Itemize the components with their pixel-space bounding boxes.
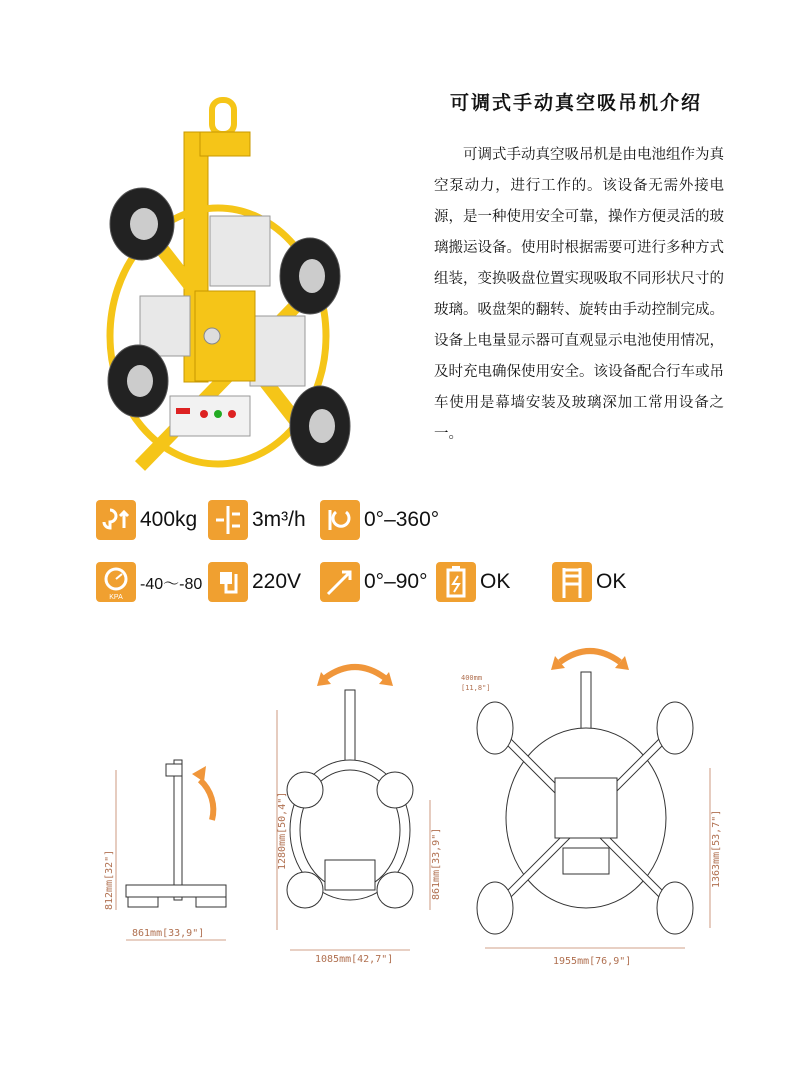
- front-view-drawing: [265, 650, 445, 970]
- rotation-icon: [320, 500, 360, 540]
- spec-load-capacity: [96, 500, 197, 540]
- side-view-drawing: [96, 740, 246, 960]
- gauge-unit-label: KPA: [109, 594, 123, 601]
- spec-value: OK: [480, 570, 511, 593]
- expanded-top-note-1: 400mm: [461, 674, 483, 682]
- front-width-label: 1085mm[42,7"]: [315, 954, 394, 965]
- vacuum-gauge-icon: [96, 562, 136, 602]
- expanded-top-note-2: [11,8"]: [461, 684, 491, 692]
- pump-flow-icon: [208, 500, 248, 540]
- spec-value: -40～-80: [140, 575, 203, 593]
- spec-pump-flow: [208, 500, 306, 540]
- spec-chair: [552, 562, 626, 602]
- spec-value: 0°–360°: [364, 508, 440, 531]
- tilt-icon: [320, 562, 360, 602]
- battery-icon: [436, 562, 476, 602]
- load-capacity-icon: [96, 500, 136, 540]
- spec-value: 0°–90°: [364, 570, 428, 593]
- front-height-label: 1280mm[50,4"]: [277, 791, 288, 870]
- spec-value: 220V: [252, 570, 302, 593]
- side-width-label: 861mm[33,9"]: [132, 928, 205, 939]
- chair-icon: [552, 562, 592, 602]
- spec-value: OK: [596, 570, 627, 593]
- description-paragraph: 可调式手动真空吸吊机是由电池组作为真空泵动力，进行工作的。该设备无需外接电源，是一种使用安全可靠，操作方便灵活的玻璃搬运设备。使用时根据需要可进行多种方式组装，变换吸盘位置实现吸取不同形状尺寸的玻璃。吸盘架的翻转、旋转由手动控制完成。设备上电量显示器可直观显示电池使用情况，及时充电确保使用安全。该设备配合行车或吊车使用是幕墙安装及玻璃深加工常用设备之一。: [434, 147, 724, 442]
- spec-battery: [436, 562, 510, 602]
- spec-vacuum: [96, 562, 202, 602]
- spec-voltage: [208, 562, 301, 602]
- spec-tilt: [320, 562, 428, 602]
- side-height-label: 812mm[32"]: [104, 849, 115, 910]
- power-plug-icon: [208, 562, 248, 602]
- spec-value: 3m³/h: [252, 508, 306, 531]
- expanded-width-label: 1955mm[76,9"]: [553, 956, 632, 967]
- vacuum-lifter-illustration: [100, 96, 390, 476]
- spec-rotation: [320, 500, 439, 540]
- page-title: 可调式手动真空吸吊机介绍: [450, 92, 703, 114]
- expanded-view-drawing: [455, 628, 725, 978]
- spec-value: 400kg: [140, 508, 198, 531]
- front-inner-height-label: 861mm[33,9"]: [431, 827, 442, 900]
- expanded-height-label: 1363mm[53,7"]: [711, 809, 722, 888]
